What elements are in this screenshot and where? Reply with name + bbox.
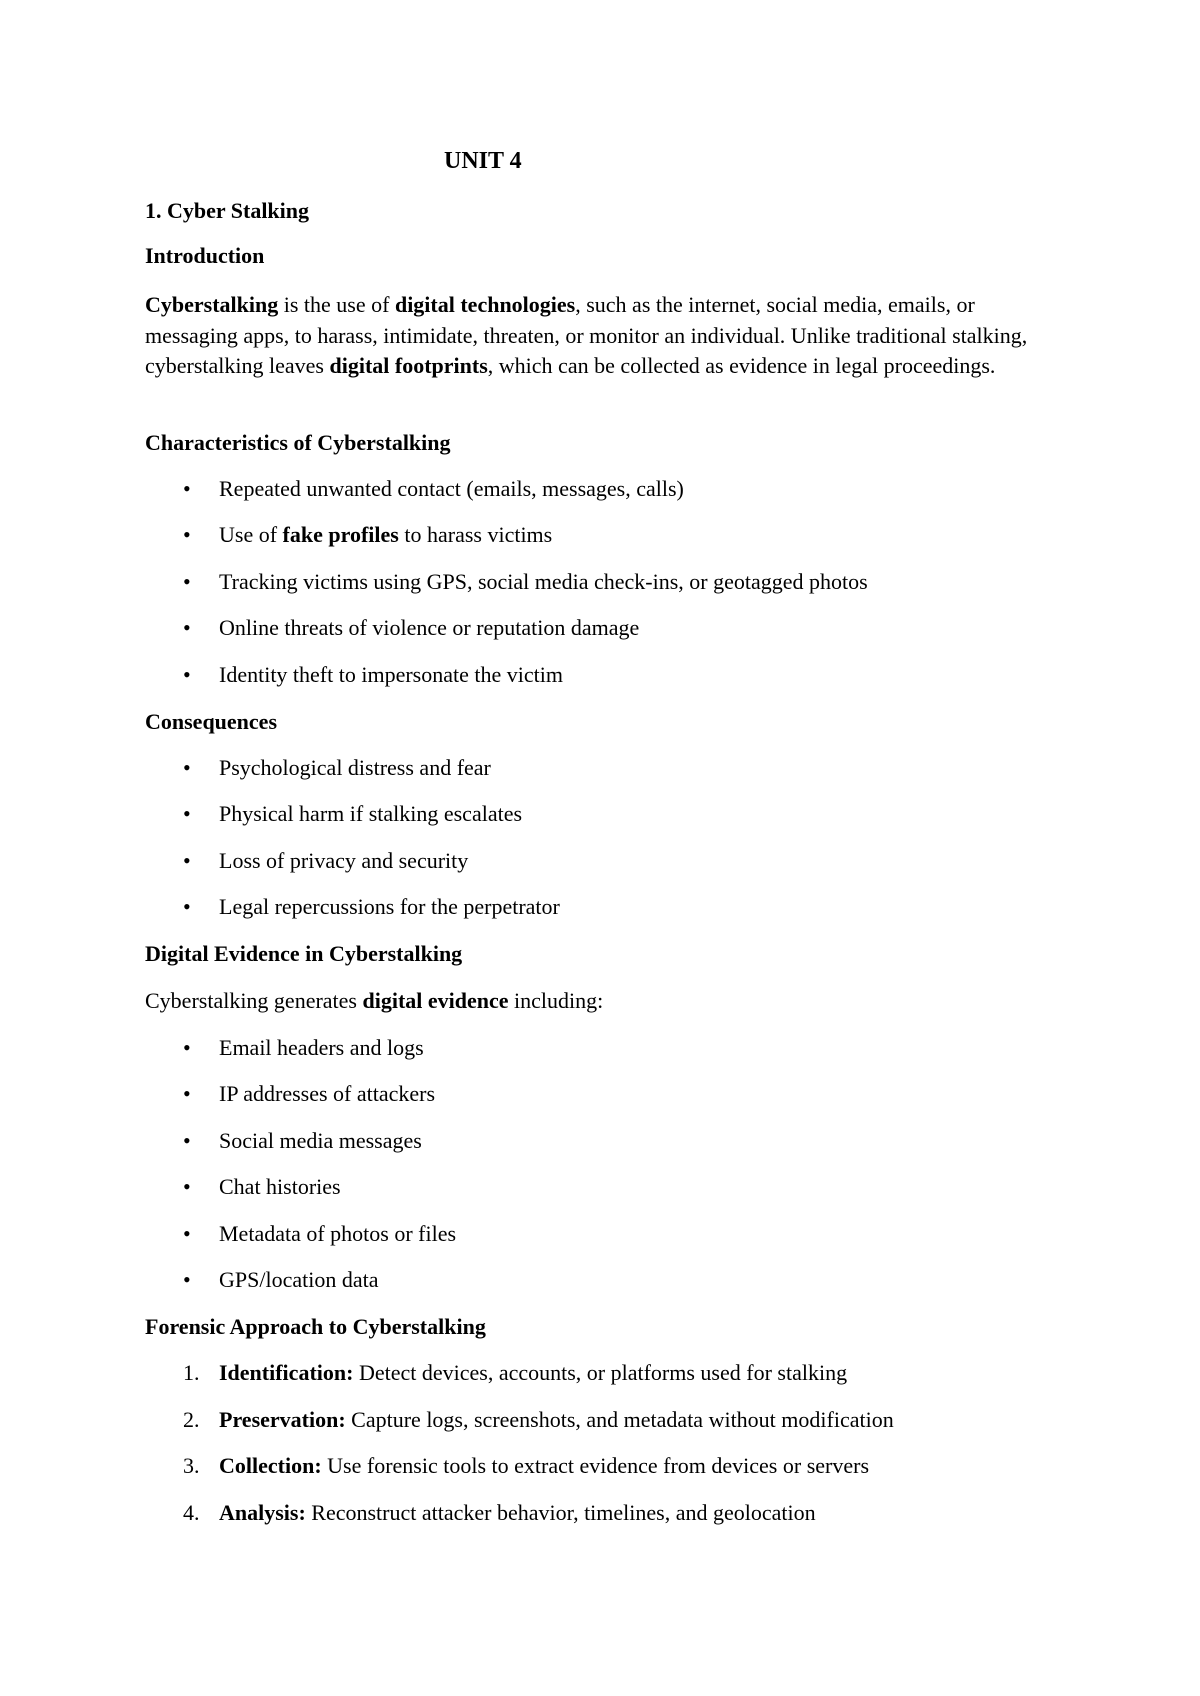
- page-title: UNIT 4: [444, 148, 522, 174]
- section-heading: 1. Cyber Stalking: [145, 198, 310, 223]
- numbered-item: 1. Identification: Detect devices, accounts, or platforms used for stalking: [183, 1360, 848, 1385]
- list-item: • Online threats of violence or reputation damage: [183, 615, 640, 640]
- intro-heading: Introduction: [145, 243, 265, 268]
- numbered-item: 3. Collection: Use forensic tools to extract evidence from devices or servers: [183, 1453, 870, 1478]
- forensic-heading: Forensic Approach to Cyberstalking: [145, 1314, 486, 1339]
- characteristics-heading: Characteristics of Cyberstalking: [145, 430, 451, 455]
- list-item: • GPS/location data: [183, 1267, 379, 1292]
- list-item: • IP addresses of attackers: [183, 1081, 436, 1106]
- list-item: • Tracking victims using GPS, social media check-ins, or geotagged photos: [183, 569, 868, 594]
- evidence-intro: Cyberstalking generates digital evidence including:: [145, 988, 604, 1013]
- list-item: • Physical harm if stalking escalates: [183, 801, 523, 826]
- list-item: • Psychological distress and fear: [183, 755, 491, 780]
- intro-paragraph: Cyberstalking is the use of digital technologies, such as the internet, social media, emails, or messaging apps, to harass, intimidate, threaten, or monitor an individual. Unlike traditional stalking, cyberstalking leaves digital footprints, which can be collected as evidence in legal proceedings.: [145, 292, 1028, 378]
- list-item: • Email headers and logs: [183, 1035, 424, 1060]
- consequences-heading: Consequences: [145, 709, 278, 734]
- list-item: • Metadata of photos or files: [183, 1221, 457, 1246]
- evidence-heading: Digital Evidence in Cyberstalking: [145, 941, 463, 966]
- list-item: • Legal repercussions for the perpetrator: [183, 894, 560, 919]
- list-item: • Repeated unwanted contact (emails, messages, calls): [183, 476, 684, 501]
- list-item: • Chat histories: [183, 1174, 341, 1199]
- list-item: • Use of fake profiles to harass victims: [183, 522, 553, 547]
- numbered-item: 4. Analysis: Reconstruct attacker behavior, timelines, and geolocation: [183, 1500, 816, 1525]
- list-item: • Identity theft to impersonate the victim: [183, 662, 563, 687]
- list-item: • Social media messages: [183, 1128, 422, 1153]
- numbered-item: 2. Preservation: Capture logs, screenshots, and metadata without modification: [183, 1407, 894, 1432]
- list-item: • Loss of privacy and security: [183, 848, 469, 873]
